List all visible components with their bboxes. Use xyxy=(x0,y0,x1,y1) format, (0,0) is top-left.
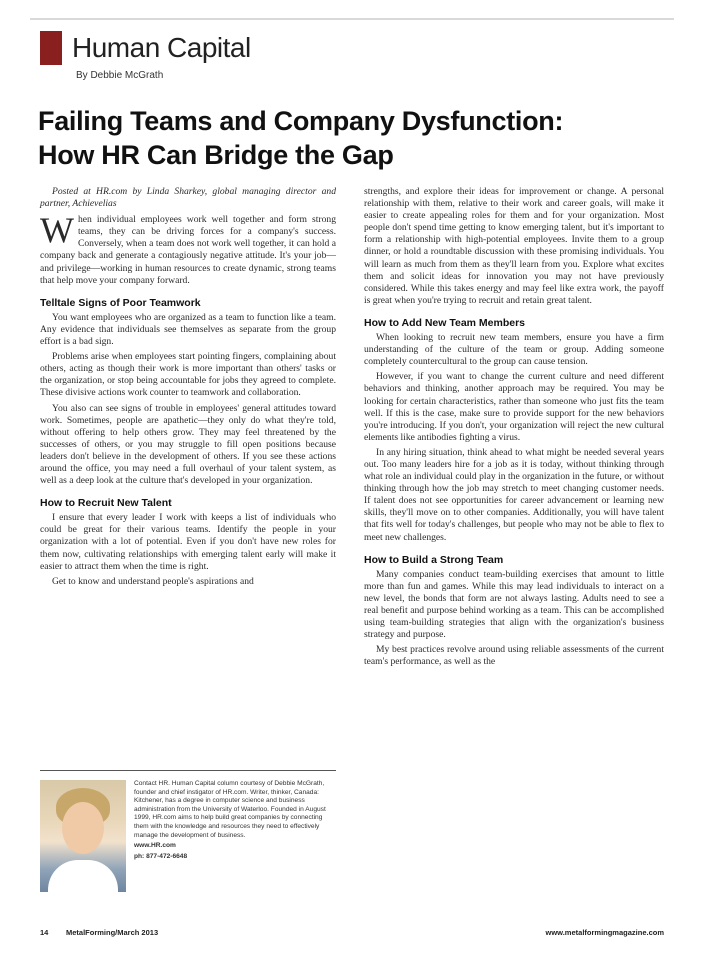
bio-site: www.HR.com xyxy=(134,842,176,850)
paragraph: I ensure that every leader I work with keeps a list of individuals who could be great for their various teams. Identify the people in your organization with a lot of potential. Even if you don't have new roles for them now, cultivating relationships with emerging talent early will make it easier to attract them when the time is right. xyxy=(40,512,336,572)
paragraph: Problems arise when employees start pointing fingers, complaining about others, acting as though their work is more important than others' tasks or the organization, or stop being accountable for jobs they agreed to complete. These divisive actions work counter to teamwork and collaboration. xyxy=(40,351,336,399)
bio-divider xyxy=(40,770,336,771)
section-heading-strong-team: How to Build a Strong Team xyxy=(364,553,504,566)
department-title: Human Capital xyxy=(72,32,251,63)
author-bio xyxy=(134,780,334,861)
paragraph: Get to know and understand people's aspirations and xyxy=(52,575,254,587)
bio-text: Contact HR. Human Capital column courtesy of Debbie McGrath, founder and chief instigator of HR.com. Writer, thinker, Canada: Kitchener, has a degree in computer science and business administration from the University of Waterloo. Founded in August 1999, HR.com aims to help build great companies by connecting them with the knowledge and resources they need to effectively manage the development of business. xyxy=(134,780,326,839)
section-heading-add-members: How to Add New Team Members xyxy=(364,316,526,329)
paragraph: However, if you want to change the current culture and need different behaviors and thinking, another approach may be required. You may be looking for certain characteristics, rather than someone who just fits the team well. If this is the case, make sure to provide support for the new behaviors you're introducing. If you don't, your organization will reject the new cultural elements like antibodies fighting a virus. xyxy=(364,371,664,443)
headline-line-1: Failing Teams and Company Dysfunction: xyxy=(38,106,564,136)
author-photo-shirt xyxy=(48,860,118,892)
intro-note: Posted at HR.com by Linda Sharkey, global managing director and partner, Achievelias xyxy=(40,186,336,210)
byline: By Debbie McGrath xyxy=(76,70,164,81)
author-photo-face xyxy=(62,802,104,854)
publication-url: www.metalformingmagazine.com xyxy=(545,928,664,937)
section-heading-recruit: How to Recruit New Talent xyxy=(40,497,172,510)
top-rule xyxy=(30,18,674,20)
paragraph: When looking to recruit new team members, ensure you have a firm understanding of the culture of the team or group. Adding someone completely countercultural to the group can cause tension. xyxy=(364,332,664,368)
article-headline xyxy=(38,104,678,172)
drop-cap: W xyxy=(40,210,74,251)
bio-phone: ph: 877-472-6648 xyxy=(134,852,188,860)
continuation-paragraph: strengths, and explore their ideas for improvement or change. A personal relationship with them, relative to their work and career goals, will make it easier to create appealing roles for them and for your organization. Most people don't spend time getting to know emerging talent, but it's important to form a relationship with high-potential employees. Invite them to a group dinner, or hold a roundtable discussion with these promising individuals. You will learn as much from them as they'll learn from you. Explore what excites them and solicit ideas for innovation you may not have previously considered. While this takes energy and may feel like extra work, the payoff is great when you're trying to recruit and retain great talent. xyxy=(364,186,664,306)
section-heading-teamwork: Telltale Signs of Poor Teamwork xyxy=(40,296,201,309)
lead-text: hen individual employees work well together and form strong teams, they can be driving forces for a company's success. Conversely, when a team does not work well together, it can hold a company back and generate a contagiously negative attitude. It's your job—and privilege—working in human resources to create dynamic, strong teams that help move your company forward. xyxy=(40,214,336,286)
page-number: 14 xyxy=(40,928,49,937)
right-column xyxy=(364,186,664,671)
paragraph: Many companies conduct team-building exercises that amount to little more than fun and games. While this may lead individuals to interact on a new level, the bonds that form are not always lasting. Adults need to see a real benefit and purpose behind working as a team. This can be accomplished using team-building strategies that align with the organization's business strategy and purpose. xyxy=(364,568,664,641)
paragraph: You also can see signs of trouble in employees' general attitudes toward work. Sometimes, people are apathetic—they only do what they're told, without offering to help others grow. They may feel threatened by the successes of others, or you may struggle to fill open positions because leaders don't believe in the development of others. If you see these actions around the office, you may need a full overhaul of your talent system, as well as a deep look at the culture that's developed in your organization. xyxy=(40,402,336,487)
paragraph: You want employees who are organized as a team to function like a team. Any evidence that individuals see themselves as separate from the group effort is a bad sign. xyxy=(40,311,336,348)
department-color-block xyxy=(40,31,62,65)
publication-name: MetalForming/March 2013 xyxy=(66,928,159,937)
left-column xyxy=(40,186,336,591)
paragraph: In any hiring situation, think ahead to what might be needed several years out. Too many leaders hire for a job as it is today, without thinking through what role an individual could play in the organization in the future, or without thinking through how the job may stretch to meet changing customer needs. If talent does not see opportunities for career advancement or learning new skills, they'll move on to other companies. Additionally, you will have talent that fits well for today's challenges, but people who may not be able to flex to meet new challenges. xyxy=(364,446,664,543)
department-header xyxy=(40,30,251,66)
paragraph: My best practices revolve around using reliable assessments of the current team's performance, as well as the xyxy=(364,644,664,668)
headline-line-2: How HR Can Bridge the Gap xyxy=(38,140,394,170)
lead-paragraph xyxy=(40,210,336,287)
author-photo xyxy=(40,780,126,892)
